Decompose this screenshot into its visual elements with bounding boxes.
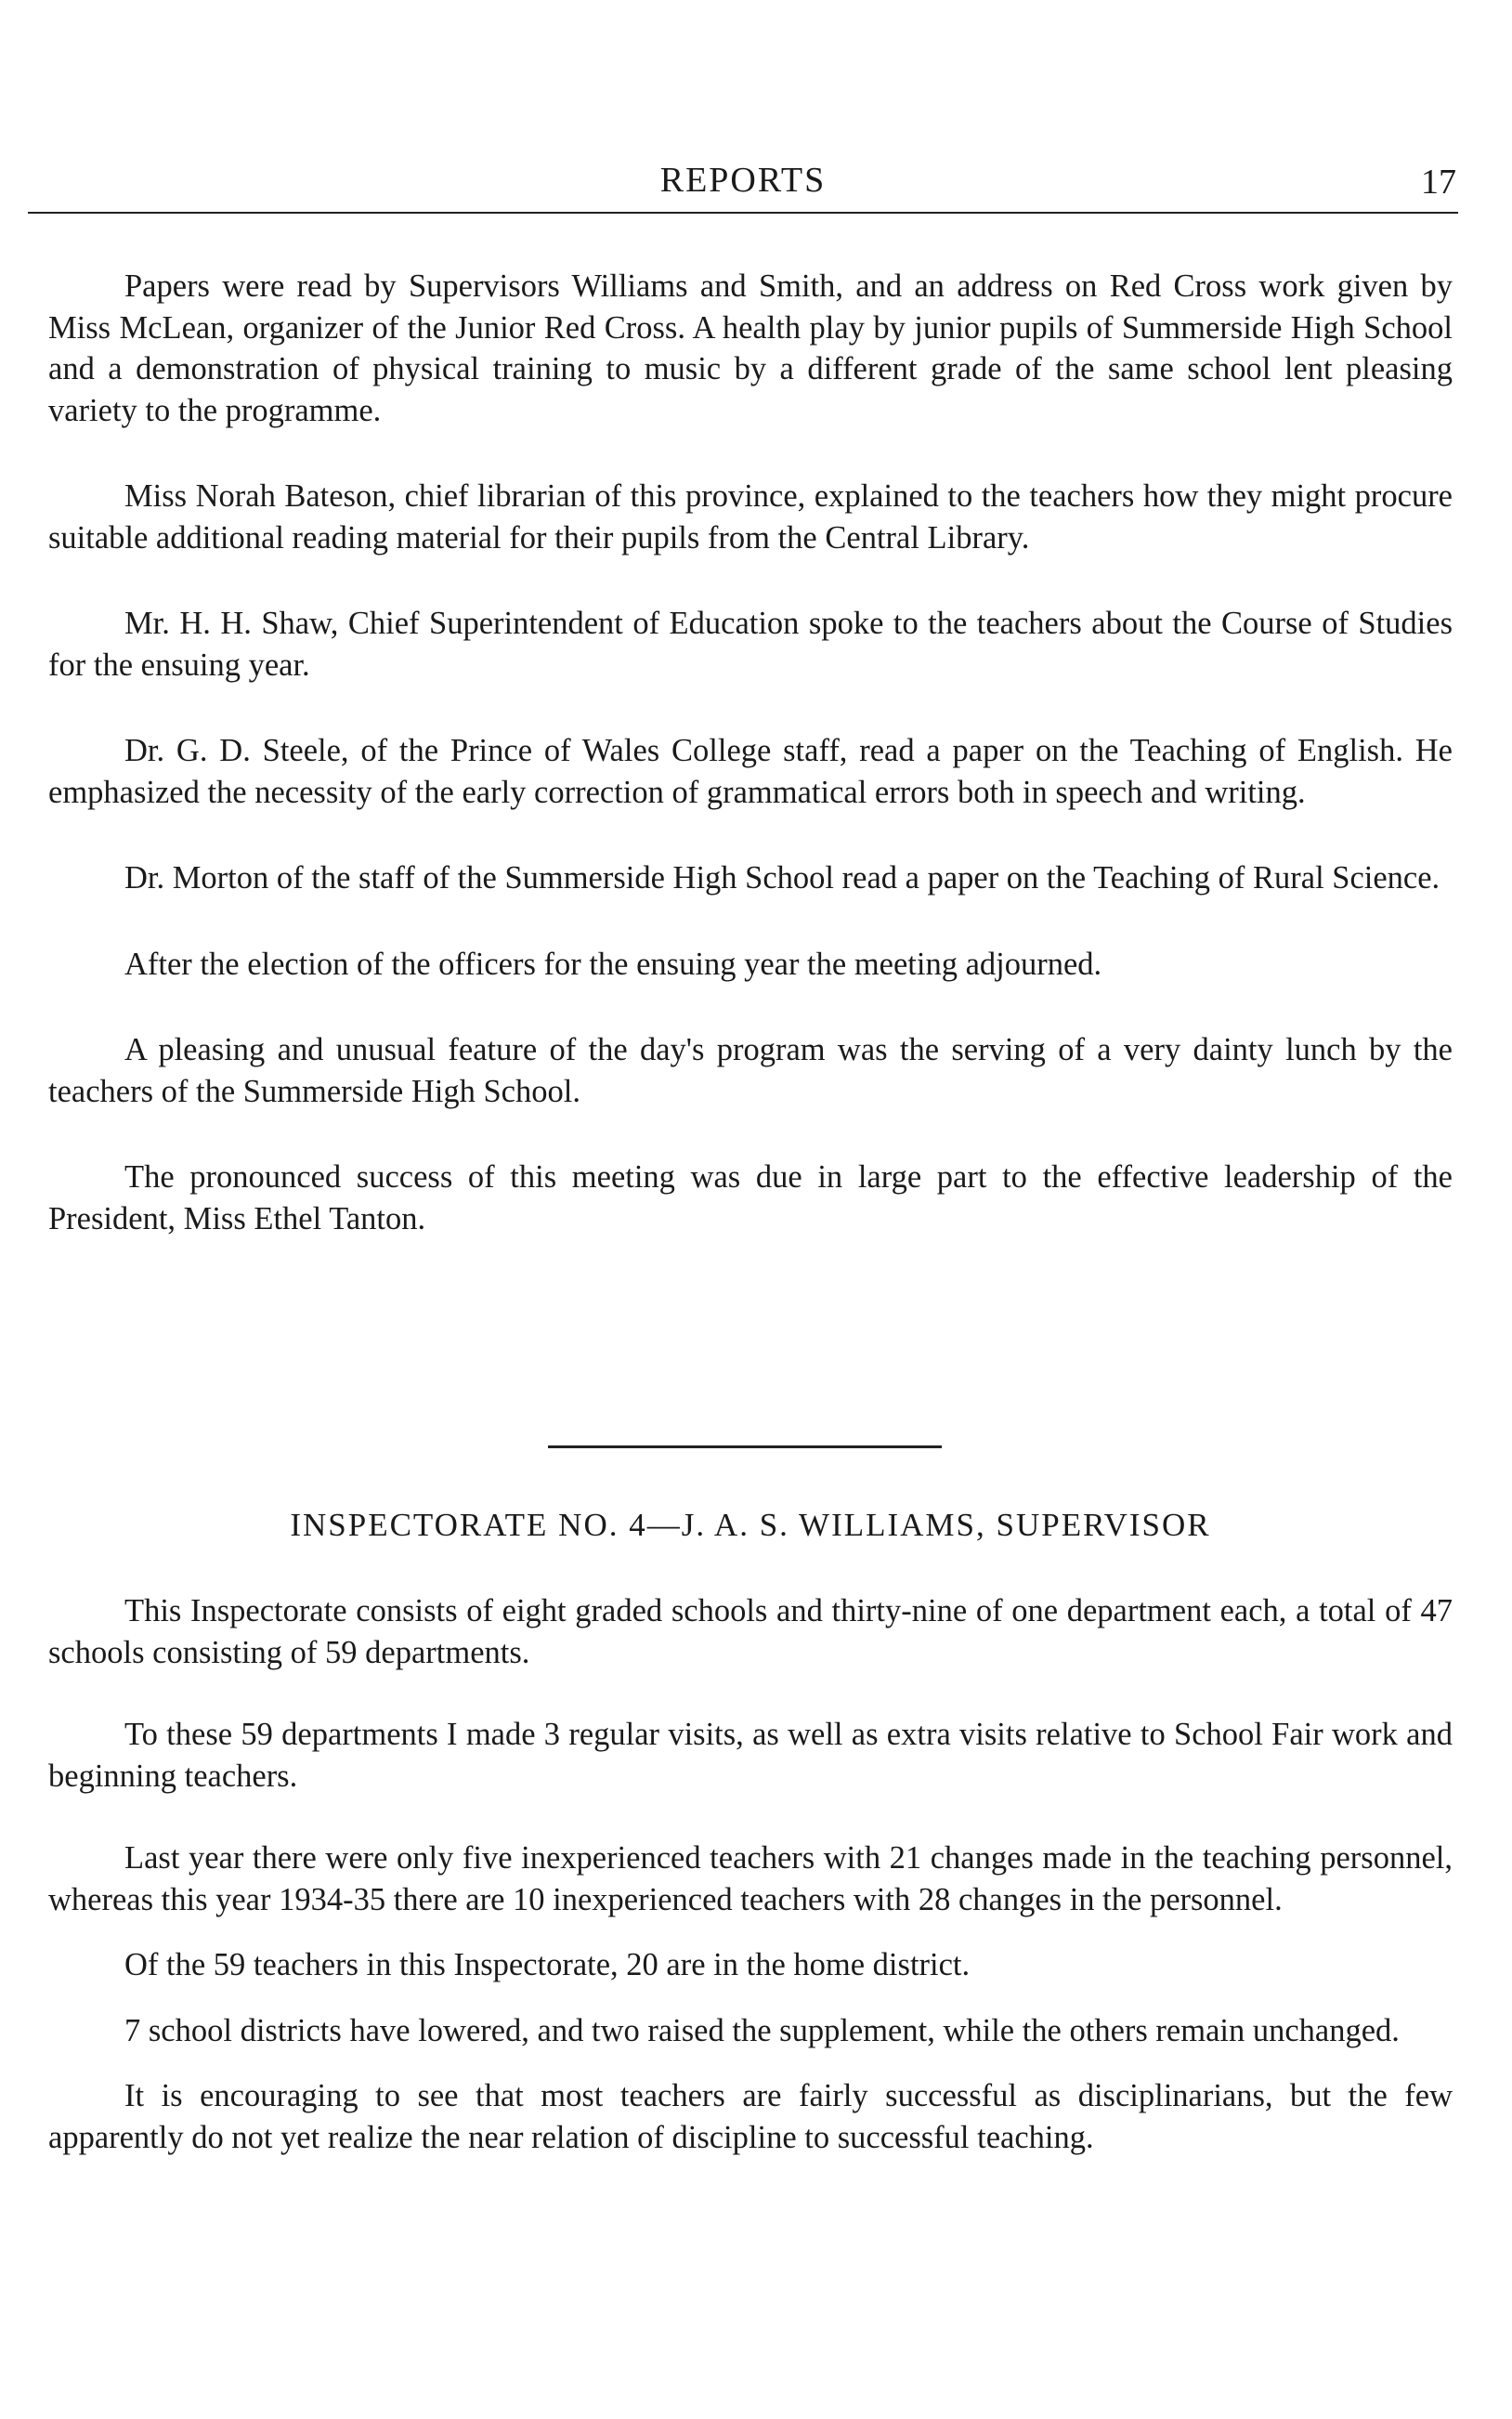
- running-head: [28, 156, 1458, 212]
- paragraph-papers-read: Papers were read by Supervisors Williams and Smith, and an address on Red Cross work given by Miss McLean, organizer of the Junior Red Cross. A health play by junior pupils of Summerside High School and a demonstration of physical training to music by a different grade of the same school lent pleasing variety to the programme.: [48, 268, 1453, 428]
- paragraph-lunch: A pleasing and unusual feature of the day's program was the serving of a very dainty lunch by the teachers of the Summerside High School.: [48, 1032, 1453, 1109]
- paragraph-rural-science: Dr. Morton of the staff of the Summerside High School read a paper on the Teaching of Rural Science.: [124, 860, 1440, 896]
- paragraph-home-district: Of the 59 teachers in this Inspectorate, 20 are in the home district.: [124, 1947, 971, 1982]
- paragraph-election: After the election of the officers for the ensuing year the meeting adjourned.: [124, 946, 1102, 982]
- paragraph-visits: To these 59 departments I made 3 regular visits, as well as extra visits relative to School Fair work and beginning teachers.: [48, 1717, 1453, 1794]
- paragraph-success: The pronounced success of this meeting was due in large part to the effective leadership of the President, Miss Ethel Tanton.: [48, 1159, 1453, 1236]
- paragraph-discipline: It is encouraging to see that most teachers are fairly successful as disciplinarians, but the few apparently do not yet realize the near relation of discipline to successful teaching.: [48, 2078, 1453, 2155]
- paragraph-superintendent: Mr. H. H. Shaw, Chief Superintendent of Education spoke to the teachers about the Course of Studies for the ensuing year.: [48, 606, 1453, 683]
- paragraph-teaching-english: Dr. G. D. Steele, of the Prince of Wales College staff, read a paper on the Teaching of English. He emphasized the necessity of the early correction of grammatical errors both in speech and writing.: [48, 733, 1453, 810]
- paragraph-librarian: Miss Norah Bateson, chief librarian of this province, explained to the teachers how they might procure suitable additional reading material for their pupils from the Central Library.: [48, 478, 1453, 556]
- paragraph-schools-count: This Inspectorate consists of eight graded schools and thirty-nine of one department each, a total of 47 schools consisting of 59 departments.: [48, 1593, 1453, 1670]
- paragraph-inexperienced-teachers: Last year there were only five inexperienced teachers with 21 changes made in the teaching personnel, whereas this year 1934-35 there are 10 inexperienced teachers with 28 changes in the personnel.: [48, 1840, 1453, 1917]
- section-heading: INSPECTORATE NO. 4—J. A. S. WILLIAMS, SUPERVISOR: [290, 1507, 1211, 1543]
- page-number: 17: [1421, 163, 1456, 202]
- inspectorate-report-section: [48, 1590, 1453, 2158]
- meeting-report-section: [48, 266, 1453, 1239]
- running-head-title: REPORTS: [659, 161, 827, 200]
- section-divider: [548, 1445, 942, 1448]
- paragraph-supplement: 7 school districts have lowered, and two raised the supplement, while the others remain unchanged.: [124, 2012, 1400, 2048]
- header-rule: [28, 212, 1458, 214]
